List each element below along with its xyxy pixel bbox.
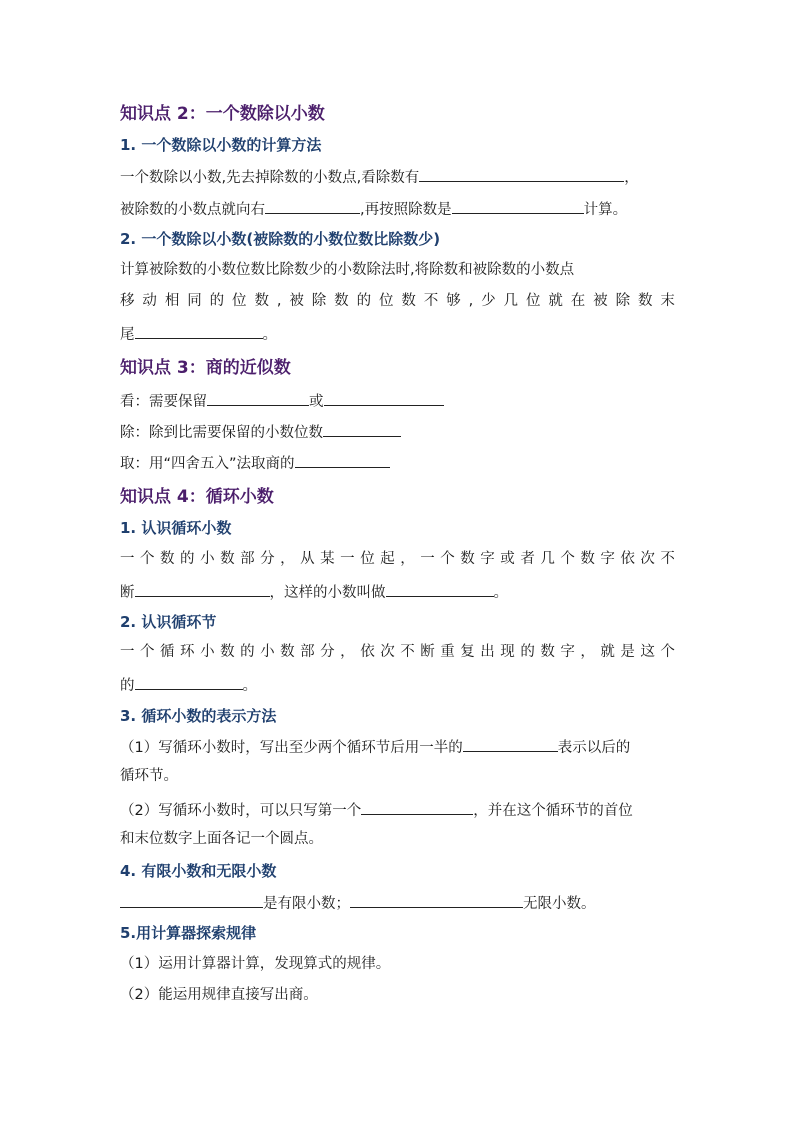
- text: 被除数的小数点就向右: [120, 202, 265, 218]
- char: 字: [480, 551, 495, 567]
- blank[interactable]: [463, 736, 558, 752]
- char: 部: [300, 644, 315, 660]
- char: 一: [120, 551, 135, 567]
- k4-s3-para-1-line-2: 循环节。: [120, 768, 178, 784]
- text: ，这样的小数叫做: [269, 585, 386, 601]
- blank[interactable]: [361, 799, 473, 815]
- char: 少: [481, 293, 496, 309]
- blank[interactable]: [323, 421, 401, 437]
- char: 数: [637, 293, 653, 309]
- text: ，: [624, 170, 639, 186]
- k4-s3-para-2-line-1: [120, 799, 675, 820]
- char: ，: [280, 551, 295, 567]
- char: 数: [334, 293, 349, 309]
- char: 字: [600, 551, 615, 567]
- knowledge-point-4-title: 知识点 4：循环小数: [120, 487, 274, 507]
- char: 依: [360, 644, 375, 660]
- char: 从: [300, 551, 315, 567]
- blank[interactable]: [265, 198, 360, 214]
- char: 位: [232, 293, 247, 309]
- char: 一: [120, 644, 135, 660]
- char: ,: [276, 293, 282, 309]
- k3-line-1: [120, 390, 675, 411]
- char: 某: [320, 551, 335, 567]
- k4-s3-para-2-line-2: 和末位数字上面各记一个圆点。: [120, 831, 323, 847]
- blank[interactable]: [324, 390, 444, 406]
- char: 数: [580, 551, 595, 567]
- text: 尾: [120, 327, 135, 343]
- k2-s2-line-1: 计算被除数的小数位数比除数少的小数除法时,将除数和被除数的小数点: [120, 262, 575, 278]
- text: 断: [120, 585, 135, 601]
- char: 位: [525, 293, 541, 309]
- text: ,再按照除数是: [360, 202, 452, 218]
- char: 位: [378, 293, 394, 309]
- k4-s2-line-2: [120, 674, 675, 695]
- k2-s2-line-2: [120, 292, 675, 310]
- char: 数: [220, 551, 235, 567]
- text: （1）写循环小数时，写出至少两个循环节后用一半的: [120, 740, 463, 756]
- char: 数: [460, 551, 475, 567]
- blank[interactable]: [350, 892, 523, 908]
- char: 相: [164, 293, 180, 309]
- char: 末: [660, 293, 675, 309]
- char: 的: [356, 293, 372, 309]
- char: 小: [200, 644, 215, 660]
- text: 。: [242, 678, 257, 694]
- char: 够: [446, 293, 461, 309]
- char: 动: [142, 293, 157, 309]
- char: 个: [440, 551, 455, 567]
- char: 的: [520, 644, 535, 660]
- char: 字: [560, 644, 575, 660]
- k4-s1-line-2: [120, 581, 675, 602]
- char: 被: [289, 293, 304, 309]
- k4-s2-line-1: [120, 643, 675, 661]
- k2-section-2-title: 2. 一个数除以小数(被除数的小数位数比除数少): [120, 230, 441, 248]
- char: 循: [160, 644, 175, 660]
- char: 不: [400, 644, 415, 660]
- char: 一: [420, 551, 435, 567]
- char: 分: [260, 551, 275, 567]
- char: 数: [401, 293, 416, 309]
- k2-s1-line-1: [120, 166, 675, 187]
- k4-section-1-title: 1. 认识循环小数: [120, 519, 232, 537]
- blank[interactable]: [295, 452, 390, 468]
- char: 几: [540, 551, 555, 567]
- char: ，: [340, 644, 355, 660]
- char: 移: [120, 293, 135, 309]
- char: 的: [240, 644, 255, 660]
- k2-s2-line-3: [120, 323, 675, 344]
- text: 除：除到比需要保留的小数位数: [120, 425, 323, 441]
- char: 出: [480, 644, 495, 660]
- char: 是: [620, 644, 635, 660]
- char: 起: [380, 551, 395, 567]
- char: 数: [540, 644, 555, 660]
- k4-section-3-title: 3. 循环小数的表示方法: [120, 707, 277, 725]
- char: 次: [640, 551, 655, 567]
- char: 除: [615, 293, 631, 309]
- char: ，: [580, 644, 595, 660]
- text: 取：用“四舍五入”法取商的: [120, 456, 295, 472]
- k4-section-5-title: 5.用计算器探索规律: [120, 924, 257, 942]
- char: ,: [468, 293, 474, 309]
- char: 数: [254, 293, 269, 309]
- blank[interactable]: [207, 390, 309, 406]
- text: 或: [309, 394, 324, 410]
- char: 除: [311, 293, 327, 309]
- k3-line-3: [120, 452, 675, 473]
- char: 小: [200, 551, 215, 567]
- char: 不: [423, 293, 439, 309]
- text: 。: [493, 585, 508, 601]
- char: 复: [460, 644, 475, 660]
- k2-section-1-title: 1. 一个数除以小数的计算方法: [120, 136, 322, 154]
- char: 部: [240, 551, 255, 567]
- char: 数: [160, 551, 175, 567]
- k3-line-2: [120, 421, 675, 442]
- char: 几: [503, 293, 519, 309]
- text: 是有限小数；: [263, 896, 350, 912]
- char: 个: [560, 551, 575, 567]
- char: 重: [440, 644, 455, 660]
- text: 一个数除以小数,先去掉除数的小数点,看除数有: [120, 170, 420, 186]
- k4-section-4-title: 4. 有限小数和无限小数: [120, 862, 277, 880]
- char: 在: [570, 293, 586, 309]
- char: 分: [320, 644, 335, 660]
- char: 者: [520, 551, 535, 567]
- text: 表示以后的: [557, 740, 631, 756]
- k4-s5-para-1: （1）运用计算器计算，发现算式的规律。: [120, 956, 391, 972]
- char: 次: [380, 644, 395, 660]
- text: 。: [262, 327, 277, 343]
- text: （2）写循环小数时，可以只写第一个: [120, 803, 362, 819]
- char: 一: [340, 551, 355, 567]
- k4-s5-para-2: （2）能运用规律直接写出商。: [120, 987, 318, 1003]
- text: 计算。: [583, 202, 628, 218]
- char: 小: [260, 644, 275, 660]
- char: 数: [220, 644, 235, 660]
- char: 个: [140, 644, 155, 660]
- text: 的: [120, 678, 135, 694]
- blank[interactable]: [135, 674, 243, 690]
- char: 或: [500, 551, 515, 567]
- char: 个: [660, 644, 675, 660]
- blank[interactable]: [419, 166, 624, 182]
- char: 位: [360, 551, 375, 567]
- blank[interactable]: [452, 198, 584, 214]
- k4-section-2-title: 2. 认识循环节: [120, 613, 217, 631]
- blank[interactable]: [386, 581, 494, 597]
- char: 个: [140, 551, 155, 567]
- k2-s1-line-2: [120, 198, 675, 219]
- text: 无限小数。: [523, 896, 596, 912]
- char: 依: [620, 551, 635, 567]
- blank[interactable]: [120, 892, 263, 908]
- char: 数: [280, 644, 295, 660]
- k4-s4-line: [120, 892, 675, 913]
- blank[interactable]: [135, 581, 270, 597]
- char: 不: [660, 551, 675, 567]
- text: 看：需要保留: [120, 394, 207, 410]
- char: 环: [180, 644, 195, 660]
- char: 的: [180, 551, 195, 567]
- char: 现: [500, 644, 515, 660]
- char: 被: [593, 293, 608, 309]
- text: ，并在这个循环节的首位: [473, 803, 633, 819]
- char: 的: [209, 293, 225, 309]
- knowledge-point-2-title: 知识点 2：一个数除以小数: [120, 104, 325, 124]
- k4-s3-para-1-line-1: [120, 736, 675, 757]
- knowledge-point-3-title: 知识点 3：商的近似数: [120, 358, 291, 378]
- blank[interactable]: [135, 323, 263, 339]
- char: 这: [640, 644, 655, 660]
- char: ，: [400, 551, 415, 567]
- char: 就: [548, 293, 563, 309]
- char: 就: [600, 644, 615, 660]
- char: 同: [187, 293, 202, 309]
- k4-s1-line-1: [120, 550, 675, 568]
- char: 断: [420, 644, 435, 660]
